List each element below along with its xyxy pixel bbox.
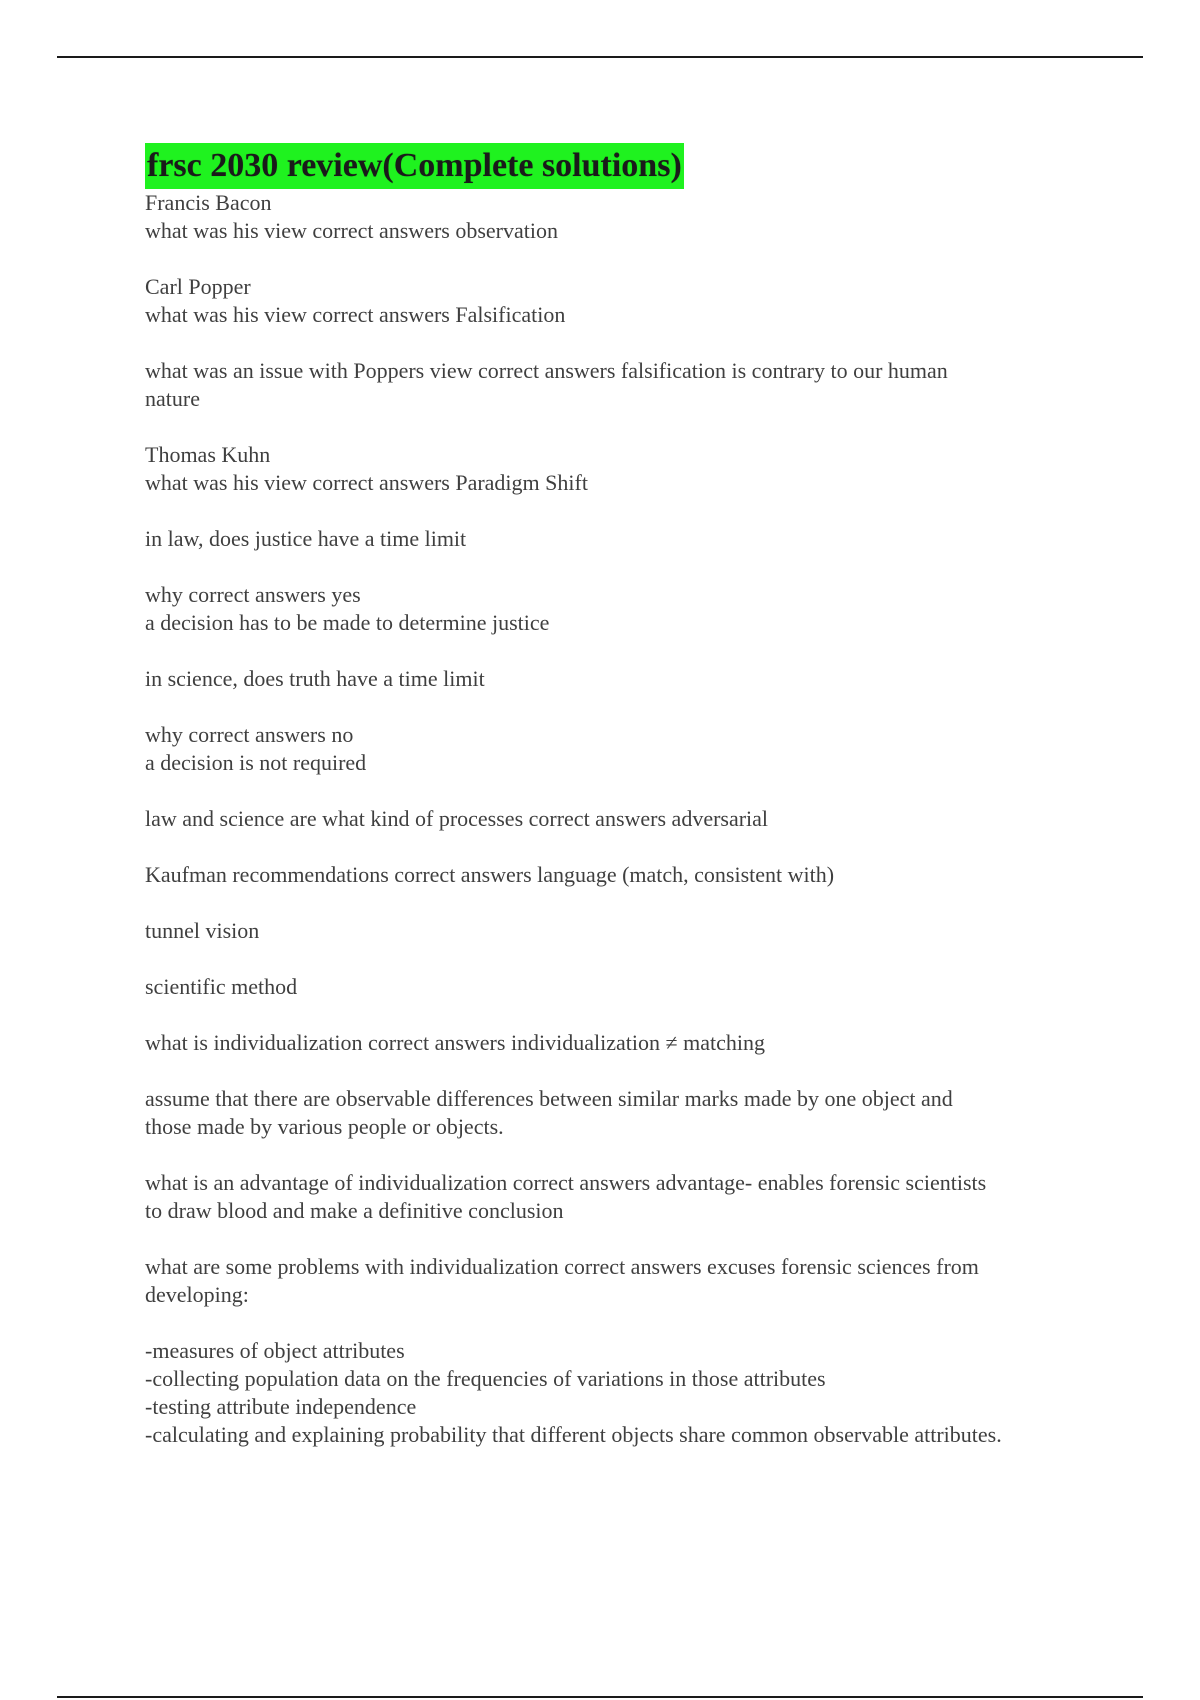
qa-block: [145, 189, 1105, 245]
qa-block: [145, 973, 1105, 1001]
text-line: -calculating and explaining probability that different objects share common observable attributes.: [145, 1422, 1002, 1447]
qa-block: [145, 917, 1105, 945]
text-line: what is individualization correct answers individualization ≠ matching: [145, 1030, 765, 1055]
qa-block: [145, 1253, 1105, 1309]
qa-block: [145, 357, 1105, 413]
qa-block: [145, 441, 1105, 497]
qa-block: [145, 721, 1105, 777]
qa-block: [145, 805, 1105, 833]
text-line: scientific method: [145, 974, 298, 999]
text-line: what was his view correct answers Falsification: [145, 302, 566, 327]
text-line: what are some problems with individualization correct answers excuses forensic sciences from: [145, 1254, 979, 1279]
qa-block: [145, 1085, 1105, 1141]
text-line: a decision has to be made to determine justice: [145, 610, 550, 635]
text-line: -measures of object attributes: [145, 1338, 405, 1363]
qa-block: [145, 861, 1105, 889]
text-line: Kaufman recommendations correct answers language (match, consistent with): [145, 862, 835, 887]
qa-blocks: [145, 189, 1105, 1449]
bottom-rule: [57, 1696, 1143, 1698]
text-line: in law, does justice have a time limit: [145, 526, 467, 551]
text-line: to draw blood and make a definitive conclusion: [145, 1198, 564, 1223]
text-line: what was an issue with Poppers view correct answers falsification is contrary to our human: [145, 358, 948, 383]
text-line: Thomas Kuhn: [145, 442, 271, 467]
qa-block: [145, 1029, 1105, 1057]
text-line: why correct answers yes: [145, 582, 361, 607]
qa-block: [145, 665, 1105, 693]
text-line: tunnel vision: [145, 918, 260, 943]
text-line: nature: [145, 386, 200, 411]
qa-block: [145, 525, 1105, 553]
qa-block: [145, 581, 1105, 637]
text-line: assume that there are observable differences between similar marks made by one object and: [145, 1086, 953, 1111]
text-line: why correct answers no: [145, 722, 354, 747]
text-line: in science, does truth have a time limit: [145, 666, 485, 691]
text-line: -testing attribute independence: [145, 1394, 417, 1419]
text-line: what was his view correct answers Paradigm Shift: [145, 470, 588, 495]
text-line: Carl Popper: [145, 274, 251, 299]
qa-block: [145, 273, 1105, 329]
text-line: what was his view correct answers observation: [145, 218, 558, 243]
text-line: Francis Bacon: [145, 190, 272, 215]
text-line: what is an advantage of individualization correct answers advantage- enables forensic scientists: [145, 1170, 987, 1195]
text-line: developing:: [145, 1282, 249, 1307]
text-line: a decision is not required: [145, 750, 367, 775]
text-line: law and science are what kind of processes correct answers adversarial: [145, 806, 769, 831]
text-line: -collecting population data on the frequencies of variations in those attributes: [145, 1366, 826, 1391]
top-rule: [57, 56, 1143, 58]
qa-block: [145, 1337, 1105, 1449]
document-body: [145, 143, 1105, 1477]
qa-block: [145, 1169, 1105, 1225]
text-line: those made by various people or objects.: [145, 1114, 504, 1139]
document-title: frsc 2030 review(Complete solutions): [145, 143, 684, 189]
